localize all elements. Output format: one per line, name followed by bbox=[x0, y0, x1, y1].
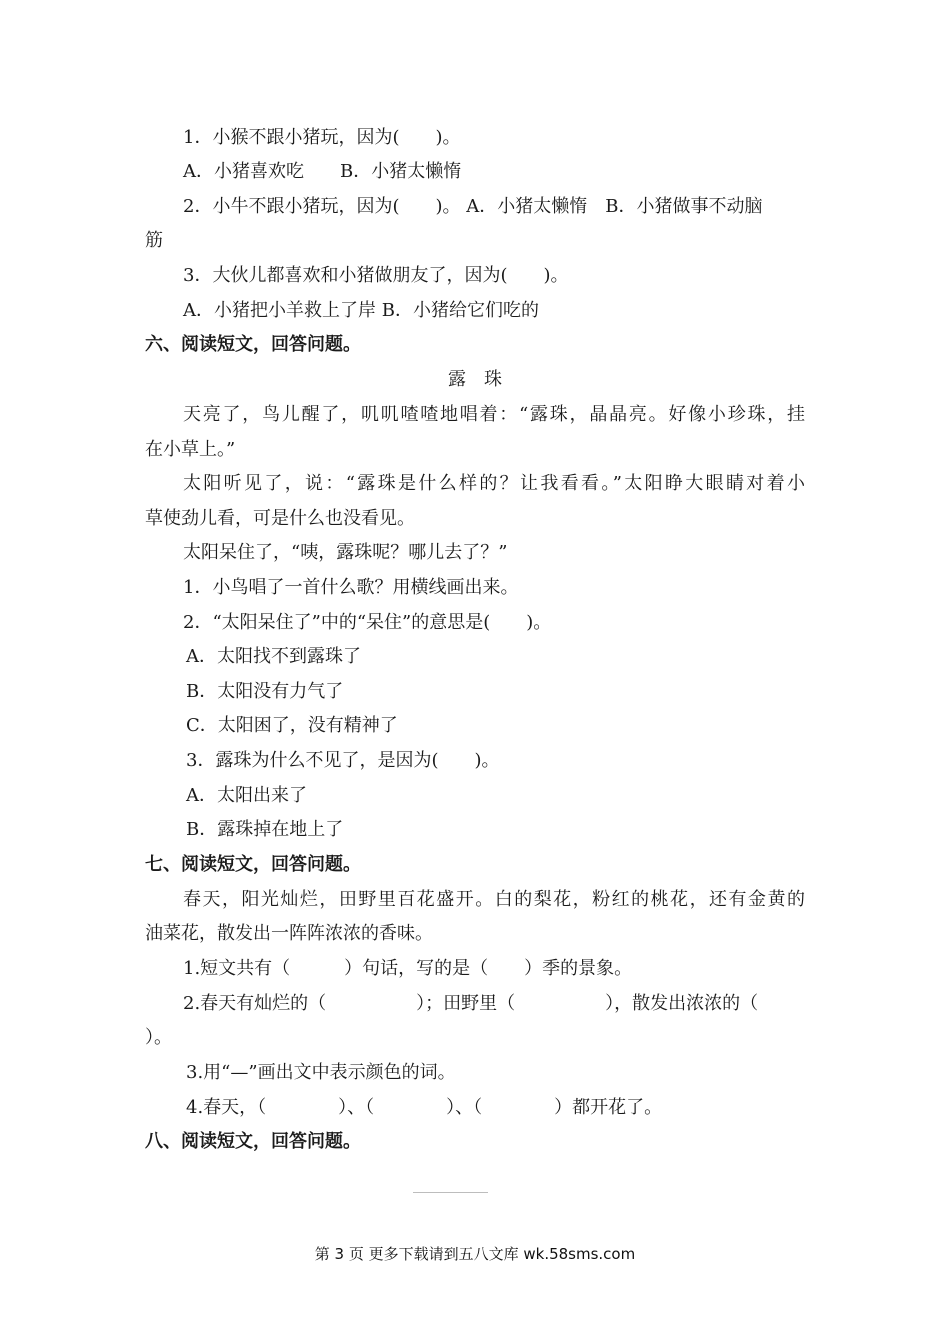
question-7-2: 2.春天有灿烂的（ ）；田野里（ ），散发出浓浓的（ bbox=[183, 993, 759, 1014]
passage-paragraph-1: 天亮了，鸟儿醒了，叽叽喳喳地唱着：“露珠，晶晶亮。好像小珍珠，挂 bbox=[183, 404, 805, 425]
question-6-2: 2．“太阳呆住了”中的“呆住”的意思是( )。 bbox=[183, 612, 552, 633]
question-7-3: 3.用“—”画出文中表示颜色的词。 bbox=[186, 1062, 456, 1083]
option-6-3-a: A．太阳出来了 bbox=[186, 785, 307, 806]
option-6-2-a: A．太阳找不到露珠了 bbox=[186, 646, 361, 667]
question-7-2-continued: ）。 bbox=[145, 1027, 172, 1048]
spring-passage: 春天，阳光灿烂，田野里百花盛开。白的梨花，粉红的桃花，还有金黄的 bbox=[183, 889, 805, 910]
option-6-2-b: B．太阳没有力气了 bbox=[186, 681, 344, 702]
passage-paragraph-2-continued: 草使劲儿看，可是什么也没看见。 bbox=[145, 508, 415, 529]
passage-paragraph-3: 太阳呆住了，“咦，露珠呢？哪儿去了？” bbox=[183, 542, 508, 563]
passage-paragraph-1-continued: 在小草上。” bbox=[145, 439, 236, 460]
question-2: 2．小牛不跟小猪玩，因为( )。 A．小猪太懒惰 B．小猪做事不动脑 bbox=[183, 196, 763, 217]
option-6-2-c: C．太阳困了，没有精神了 bbox=[186, 715, 398, 736]
passage-title: 露 珠 bbox=[448, 369, 502, 390]
question-3: 3．大伙儿都喜欢和小猪做朋友了，因为( )。 bbox=[183, 265, 569, 286]
option-6-3-b: B．露珠掉在地上了 bbox=[186, 819, 344, 840]
spring-passage-continued: 油菜花，散发出一阵阵浓浓的香味。 bbox=[145, 923, 433, 944]
question-6-1: 1．小鸟唱了一首什么歌？用横线画出来。 bbox=[183, 577, 519, 598]
footer-divider bbox=[413, 1192, 488, 1193]
question-6-3: 3．露珠为什么不见了，是因为( )。 bbox=[186, 750, 500, 771]
section-8-heading: 八、阅读短文，回答问题。 bbox=[145, 1131, 361, 1152]
question-3-options: A．小猪把小羊救上了岸 B．小猪给它们吃的 bbox=[183, 300, 539, 321]
question-7-4: 4.春天，（ ）、（ ）、（ ）都开花了。 bbox=[186, 1097, 663, 1118]
section-6-heading: 六、阅读短文，回答问题。 bbox=[145, 334, 361, 355]
question-1: 1．小猴不跟小猪玩，因为( )。 bbox=[183, 127, 461, 148]
question-7-1: 1.短文共有（ ）句话，写的是（ ）季的景象。 bbox=[183, 958, 633, 979]
question-2-continued: 筋 bbox=[145, 230, 163, 251]
section-7-heading: 七、阅读短文，回答问题。 bbox=[145, 854, 361, 875]
question-1-options: A．小猪喜欢吃 B．小猪太懒惰 bbox=[183, 161, 462, 182]
page-footer: 第 3 页 更多下载请到五八文库 wk.58sms.com bbox=[314, 1245, 636, 1263]
passage-paragraph-2: 太阳听见了，说：“露珠是什么样的？让我看看。”太阳睁大眼睛对着小 bbox=[183, 473, 805, 494]
